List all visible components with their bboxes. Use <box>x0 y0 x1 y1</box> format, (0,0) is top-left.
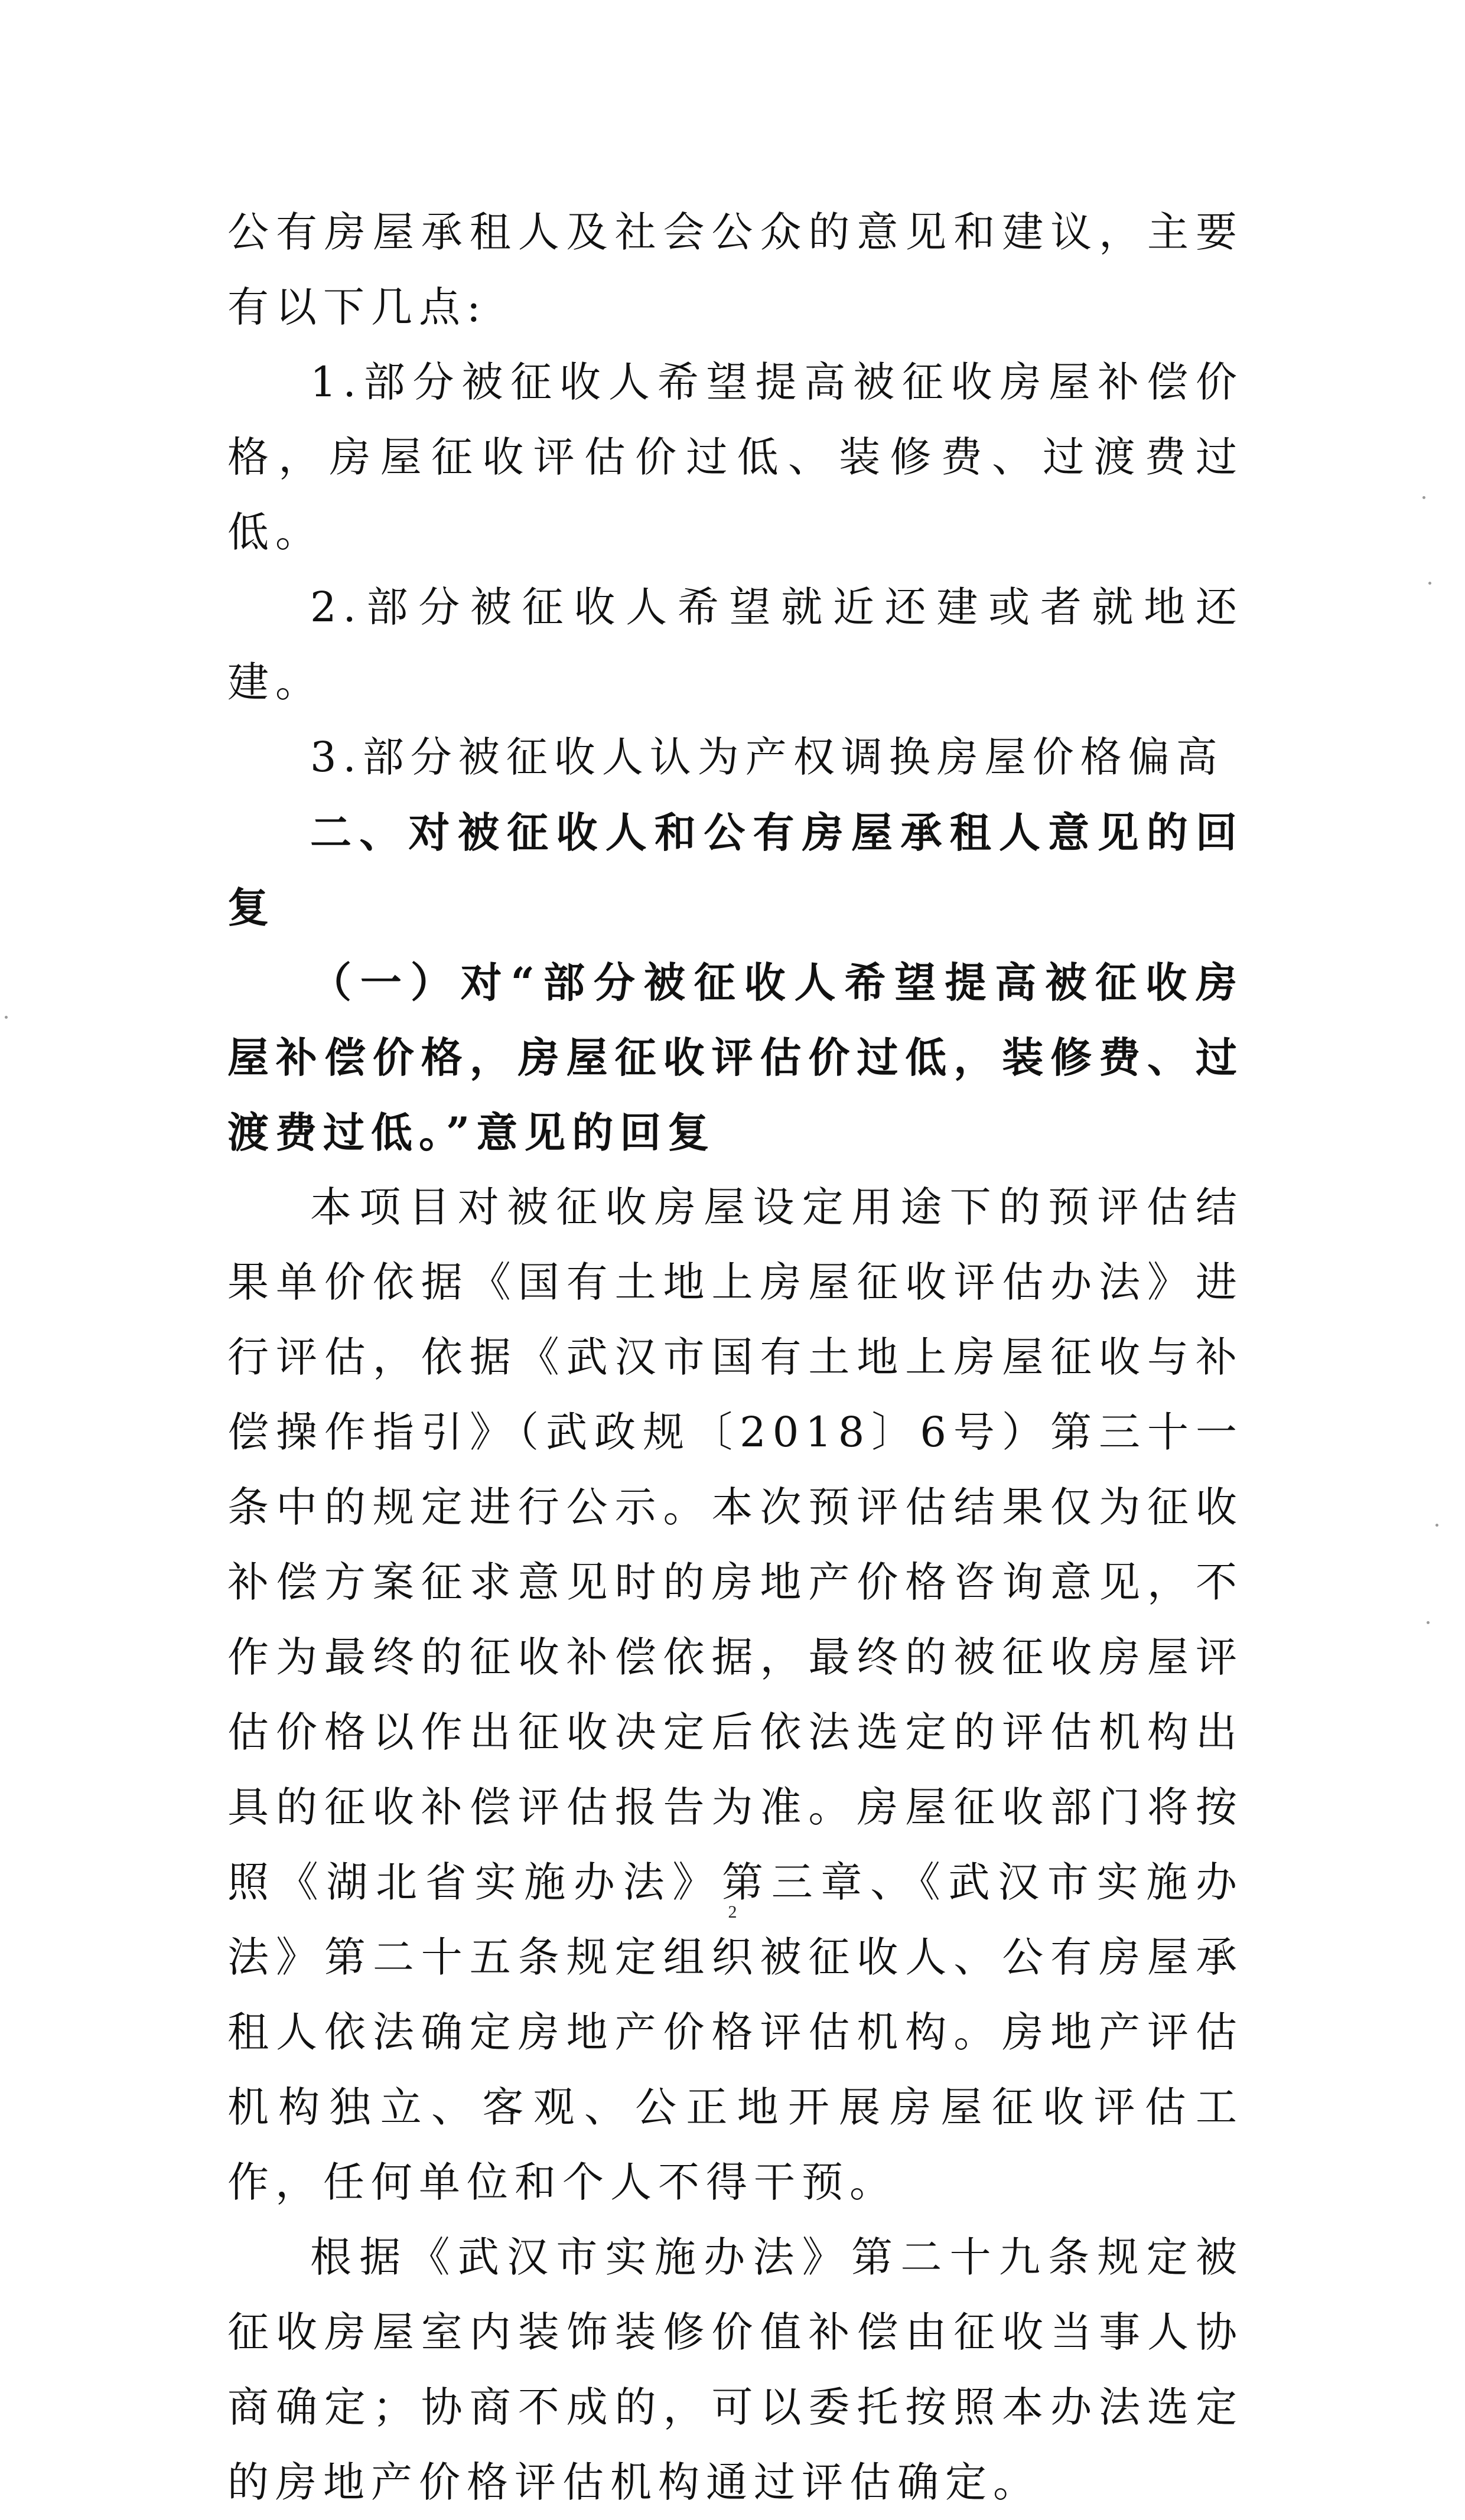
scan-speck <box>5 1016 8 1019</box>
paragraph-opinion-2: 2.部分被征收人希望就近还建或者就地还建。 <box>227 583 1243 706</box>
scan-speck <box>1428 582 1431 585</box>
paragraph-opinion-3: 3.部分被征收人认为产权调换房屋价格偏高 <box>310 733 1224 781</box>
scan-speck <box>1422 496 1425 499</box>
paragraph-opinion-1: 1.部分被征收人希望提高被征收房屋补偿价格，房屋征收评估价过低、装修费、过渡费过低。 <box>227 358 1243 556</box>
scan-speck <box>1435 1524 1438 1527</box>
paragraph-reply-decoration: 根据《武汉市实施办法》第二十九条规定被征收房屋室内装饰装修价值补偿由征收当事人协商确定；协商不成的，可以委托按照本办法选定的房地产价格评估机构通过评估确定。 <box>227 2233 1243 2506</box>
document-body <box>227 195 1243 2520</box>
subsection-heading-reply-1: （一）对“部分被征收人希望提高被征收房屋补偿价格，房屋征收评估价过低，装修费、过渡费过低。”意见的回复 <box>227 958 1243 1157</box>
paragraph-reply-evaluation: 本项目对被征收房屋设定用途下的预评估结果单价依据《国有土地上房屋征收评估办法》进行评估，依据《武汉市国有土地上房屋征收与补偿操作指引》（武政规〔2018〕6号）第三十一条中的规定进行公示。本次预评估结果仅为征收补偿方案征求意见时的房地产价格咨询意见，不作为最终的征收补偿依据，最终的被征收房屋评估价格以作出征收决定后依法选定的评估机构出具的征收补偿评估报告为准。房屋征收部门将按照《湖北省实施办法》第三章、《武汉市实施办法》第二十五条规定组织被征收人、公有房屋承租人依法确定房地产价格评估机构。房地产评估机构独立、客观、公正地开展房屋征收评估工作，任何单位和个人不得干预。 <box>227 1183 1243 2206</box>
section-heading-replies: 二、对被征收人和公有房屋承租人意见的回复 <box>227 808 1243 932</box>
page-number: 2 <box>728 1902 737 1922</box>
paragraph-intro-continuation: 公有房屋承租人及社会公众的意见和建议，主要有以下几点: <box>227 208 1243 331</box>
scan-speck <box>1427 1621 1430 1624</box>
